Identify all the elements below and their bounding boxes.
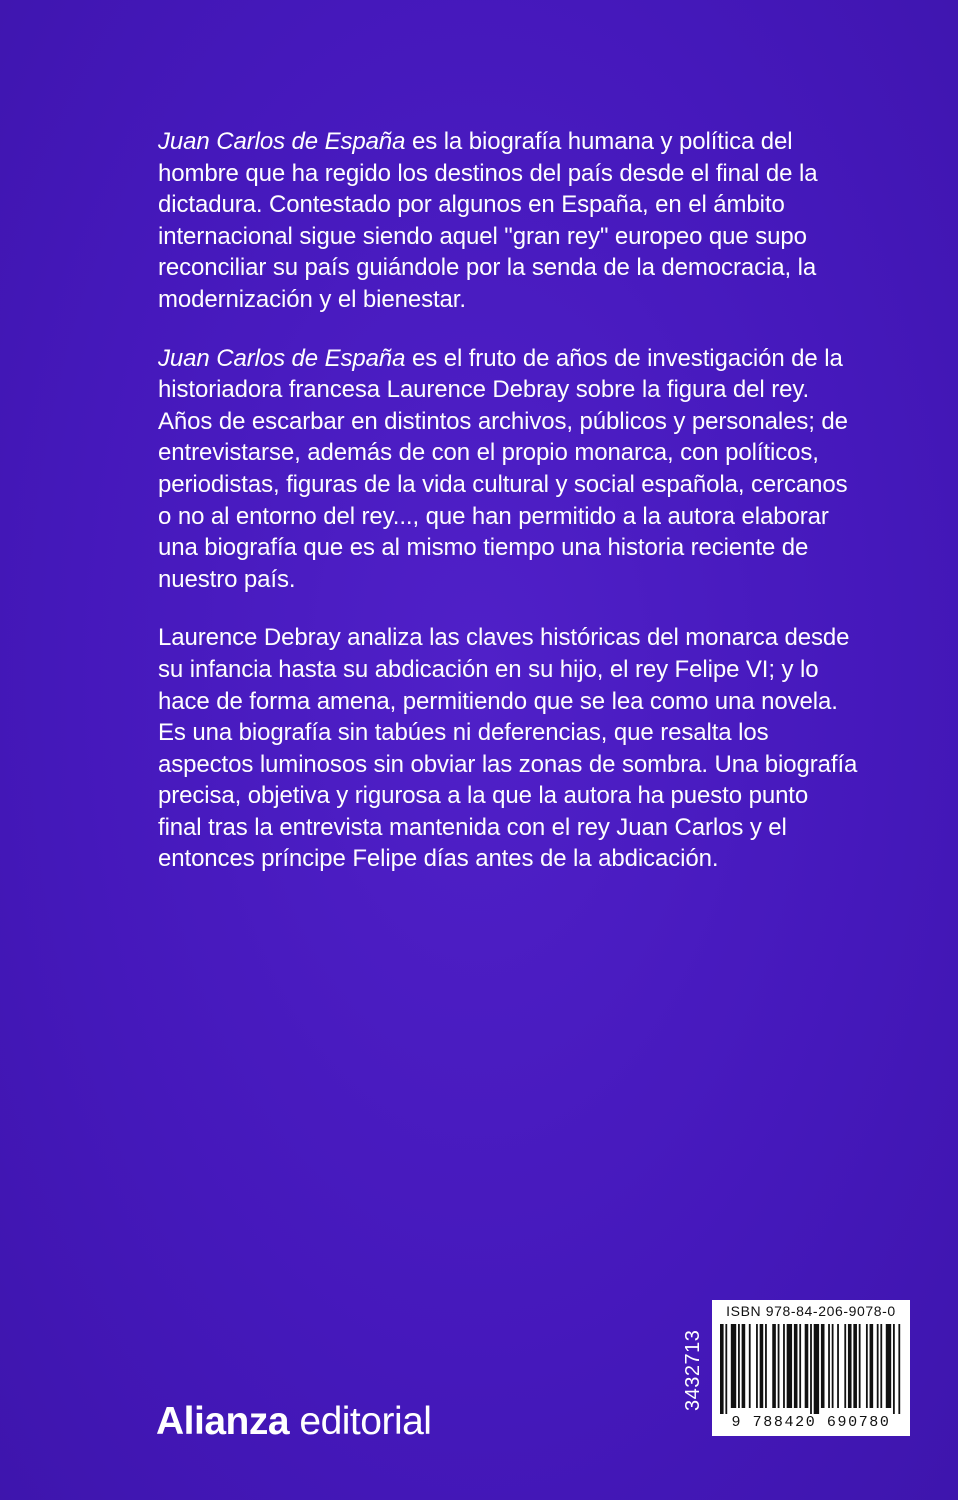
barcode-bar <box>877 1324 879 1408</box>
barcode-bar <box>866 1324 868 1408</box>
barcode-bar <box>893 1324 895 1414</box>
barcode-bar <box>731 1324 736 1408</box>
barcode-bar <box>880 1324 882 1408</box>
barcode-bar <box>853 1324 857 1408</box>
barcode-bar <box>794 1324 798 1408</box>
barcode-bar <box>742 1324 746 1408</box>
blurb-paragraph-2-text: es el fruto de años de investigación de la historiadora francesa Laurence Debray sobre la figura del rey. Años de escarbar en distintos archivos, públicos y personales; de entrevistarse, además de con el propio monarca, con políticos, periodistas, figuras de la vida cultural y social española, cercanos o no al entorno del rey..., que han permitido a la autora elaborar una biografía que es al mismo tiempo una historia reciente de nuestro país. <box>158 344 848 593</box>
barcode-bar <box>805 1324 809 1408</box>
barcode-panel <box>712 1300 910 1436</box>
barcode-bar <box>799 1324 801 1408</box>
barcode-bar <box>756 1324 758 1408</box>
barcode-bar <box>738 1324 740 1408</box>
barcode-icon <box>720 1324 902 1414</box>
barcode-bar <box>765 1324 767 1408</box>
barcode-bar <box>828 1324 830 1408</box>
blurb-paragraph-3-text: Laurence Debray analiza las claves históricas del monarca desde su infancia hasta su abdicación en su hijo, el rey Felipe VI; y lo hace de forma amena, permitiendo que se lea como una novela. Es una biografía sin tabúes ni deferencias, que resalta los aspectos luminosos sin obviar las zonas de sombra. Una biografía precisa, objetiva y rigurosa a la que la autora ha puesto punto final tras la entrevista mantenida con el rey Juan Carlos y el entonces príncipe Felipe días antes de la abdicación. <box>158 624 858 873</box>
barcode-bar <box>898 1324 900 1414</box>
blurb-paragraph-2 <box>158 343 858 596</box>
barcode-bar <box>837 1324 839 1408</box>
barcode-bar <box>848 1324 852 1408</box>
barcode-bar <box>870 1324 874 1408</box>
barcode-bar <box>821 1324 825 1408</box>
barcode-digits: 9 788420 690780 <box>731 1414 891 1431</box>
book-title-italic: Juan Carlos de España <box>158 344 406 372</box>
barcode-bar <box>832 1324 834 1408</box>
barcode-bar <box>810 1324 812 1414</box>
publisher-logo <box>156 1400 431 1444</box>
barcode-bar <box>720 1324 724 1414</box>
barcode-bar <box>772 1324 776 1408</box>
barcode-bar <box>886 1324 891 1408</box>
barcode-bar <box>859 1324 861 1408</box>
blurb-paragraph-1-text: es la biografía humana y política del hombre que ha regido los destinos del país desde el final de la dictadura. Contestado por algunos en España, en el ámbito internacional sigue siendo aquel "gran rey" europeo que supo reconciliar su país guiándole por la senda de la democracia, la modernización y el bienestar. <box>158 128 818 313</box>
barcode-bar <box>814 1324 819 1414</box>
barcode-bar <box>787 1324 792 1408</box>
book-title-italic: Juan Carlos de España <box>158 128 406 155</box>
isbn-label: ISBN 978-84-206-9078-0 <box>726 1303 896 1319</box>
barcode-bar <box>783 1324 785 1408</box>
publisher-name-bold: Alianza <box>156 1400 290 1443</box>
barcode-bar <box>749 1324 751 1408</box>
barcode-bar <box>725 1324 727 1414</box>
publisher-name-regular: editorial <box>289 1400 432 1443</box>
blurb-paragraph-1 <box>158 126 858 316</box>
blurb-text <box>158 126 858 902</box>
barcode-bar <box>844 1324 846 1408</box>
product-code: 3432713 <box>682 1329 704 1411</box>
barcode-bar <box>778 1324 780 1408</box>
barcode-bar <box>760 1324 764 1408</box>
blurb-paragraph-3 <box>158 622 858 875</box>
